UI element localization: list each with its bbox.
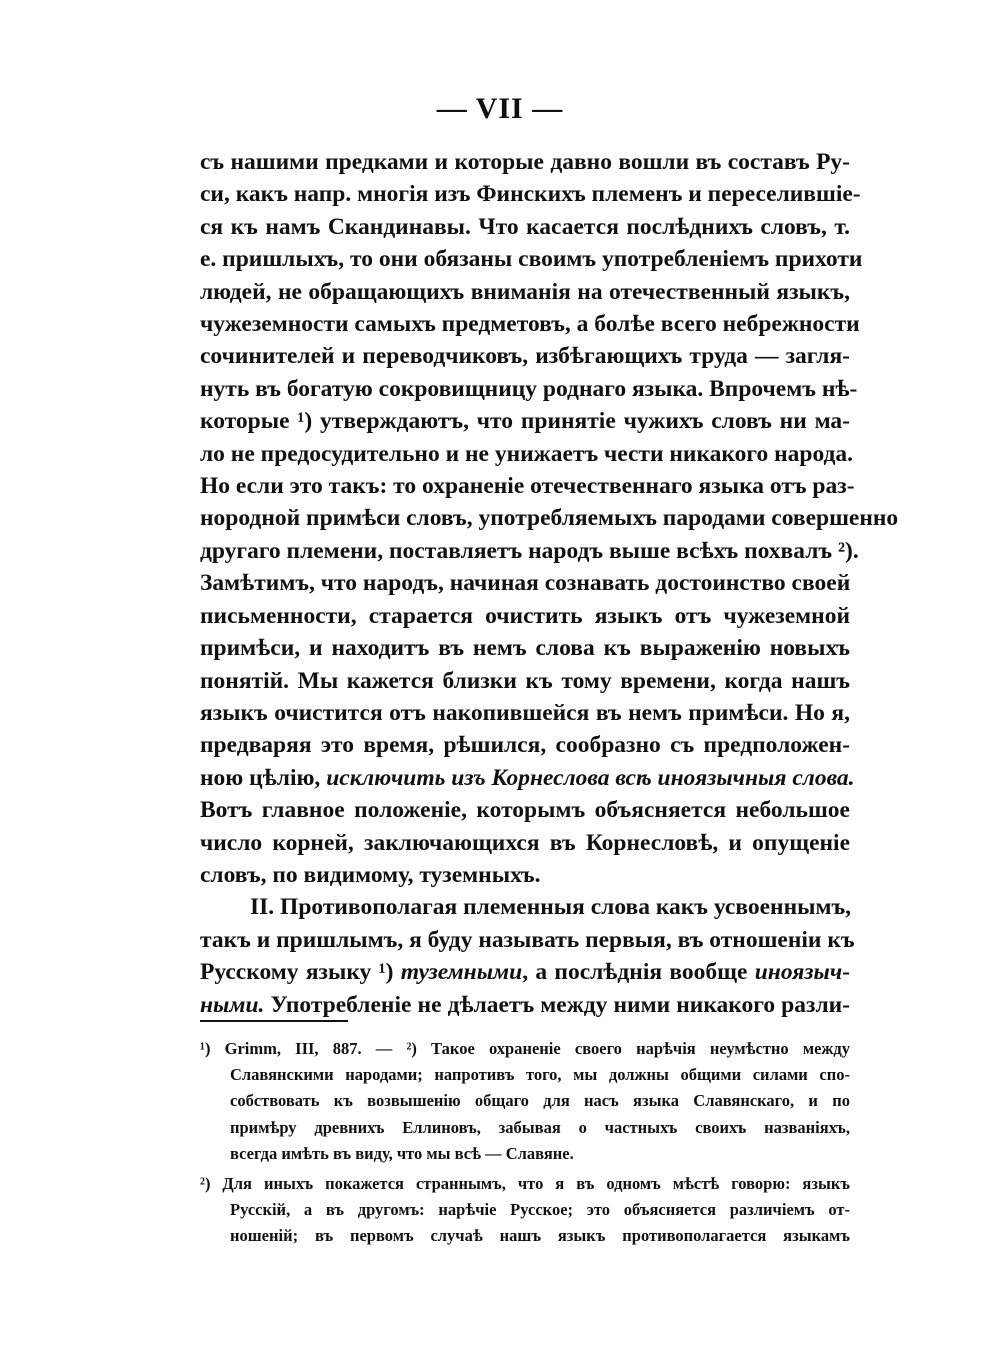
text-line: си, какъ напр. многія изъ Финскихъ племенъ и переселившіе- [200,181,861,208]
text-run: Русскому языку ¹) [200,959,394,986]
footnote-divider [200,1020,348,1022]
italic-term: иноязыч- [754,959,851,986]
footnote-line: всегда имѣть въ виду, что мы всѣ — Славяне. [230,1143,574,1163]
footnote-line: Славянскими народами; напротивъ того, мы должны общими силами спо- [230,1065,850,1085]
footnote-1 [200,1036,850,1167]
text-line: чужеземности самыхъ предметовъ, а болѣе всего небрежности [200,311,860,338]
section-line: II. Противополагая племенныя слова какъ усвоеннымъ, [250,894,852,921]
page-number: — VII — [436,92,564,125]
text-line: Замѣтимъ, что народъ, начиная сознавать достоинство своей [200,570,851,597]
text-line: Но если это такъ: то охраненіе отечественнаго языка отъ раз- [200,473,855,500]
text-run: Употребленіе не дѣлаетъ между ними никакого разли- [270,991,850,1018]
italic-term: ными. [200,991,265,1018]
text-line: число корней, заключающихся въ Корнесловѣ, и опущеніе [200,829,850,856]
text-line: нуть въ богатую сокровищницу роднаго языка. Впрочемъ нѣ- [200,375,858,402]
text-line: людей, не обращающихъ вниманія на отечественный языкъ, [200,278,850,305]
text-line: нородной примѣси словъ, употребляемыхъ пародами совершенно [200,505,899,532]
text-line-mixed [200,762,855,794]
text-line: словъ, по видимому, туземныхъ. [200,861,541,888]
text-line: языкъ очистится отъ накопившейся въ немъ примѣси. Но я, [200,699,850,726]
main-text [200,146,899,1021]
text-line: ло не предосудительно и не унижаетъ чести никакого народа. [200,440,854,467]
text-line: которые ¹) утверждаютъ, что принятіе чужихъ словъ ни ма- [200,408,850,435]
text-line: сочинителей и переводчиковъ, избѣгающихъ труда — загля- [200,343,850,370]
text-line: ся къ намъ Скандинавы. Что касается послѣднихъ словъ, т. [200,213,850,240]
footnotes [200,1036,850,1254]
text-line: другаго племени, поставляетъ народъ выше всѣхъ похвалъ ²). [200,537,859,564]
section-line-mixed [200,989,850,1021]
text-line: письменности, старается очистить языкъ отъ чужеземной [200,602,850,629]
italic-term: туземными [400,959,523,986]
section-line-mixed [200,956,850,988]
text-run: , а послѣднія вообще [522,959,748,986]
section-line: такъ и пришлымъ, я буду называть первыя, въ отношеніи къ [200,926,855,953]
italic-phrase: исключить изъ Корнеслова всѣ иноязычныя слова. [326,764,855,791]
footnote-line: собствовать къ возвышенію общаго для насъ языка Славянскаго, и по [230,1091,850,1111]
text-line: предваряя это время, рѣшился, сообразно съ предположен- [200,732,850,759]
text-line: понятій. Мы кажется близки къ тому времени, когда нашъ [200,667,850,694]
footnote-line: ¹) Grimm, III, 887. — ²) Такое охраненіе своего нарѣчія неумѣстно между [200,1039,850,1058]
text-line: Вотъ главное положеніе, которымъ объясняется небольшое [200,797,850,824]
footnote-line: ²) Для иныхъ покажется страннымъ, что я въ одномъ мѣстѣ говорю: языкъ [200,1174,850,1194]
footnote-line: ношеній; въ первомъ случаѣ нашъ языкъ противополагается языкамъ [230,1226,850,1246]
text-run: ною цѣлію, [200,764,321,791]
footnote-line: примѣру древнихъ Еллиновъ, забывая о частныхъ своихъ названіяхъ, [230,1117,850,1137]
text-line: съ нашими предками и которые давно вошли въ составъ Ру- [200,149,850,175]
footnote-line: Русскій, а въ другомъ: нарѣчіе Русское; это объясняется различіемъ от- [230,1200,850,1220]
text-line: примѣси, и находитъ въ немъ слова къ выраженію новыхъ [200,635,850,662]
text-line: е. пришлыхъ, то они обязаны своимъ употребленіемъ прихоти [200,246,863,273]
footnote-2 [200,1171,850,1250]
